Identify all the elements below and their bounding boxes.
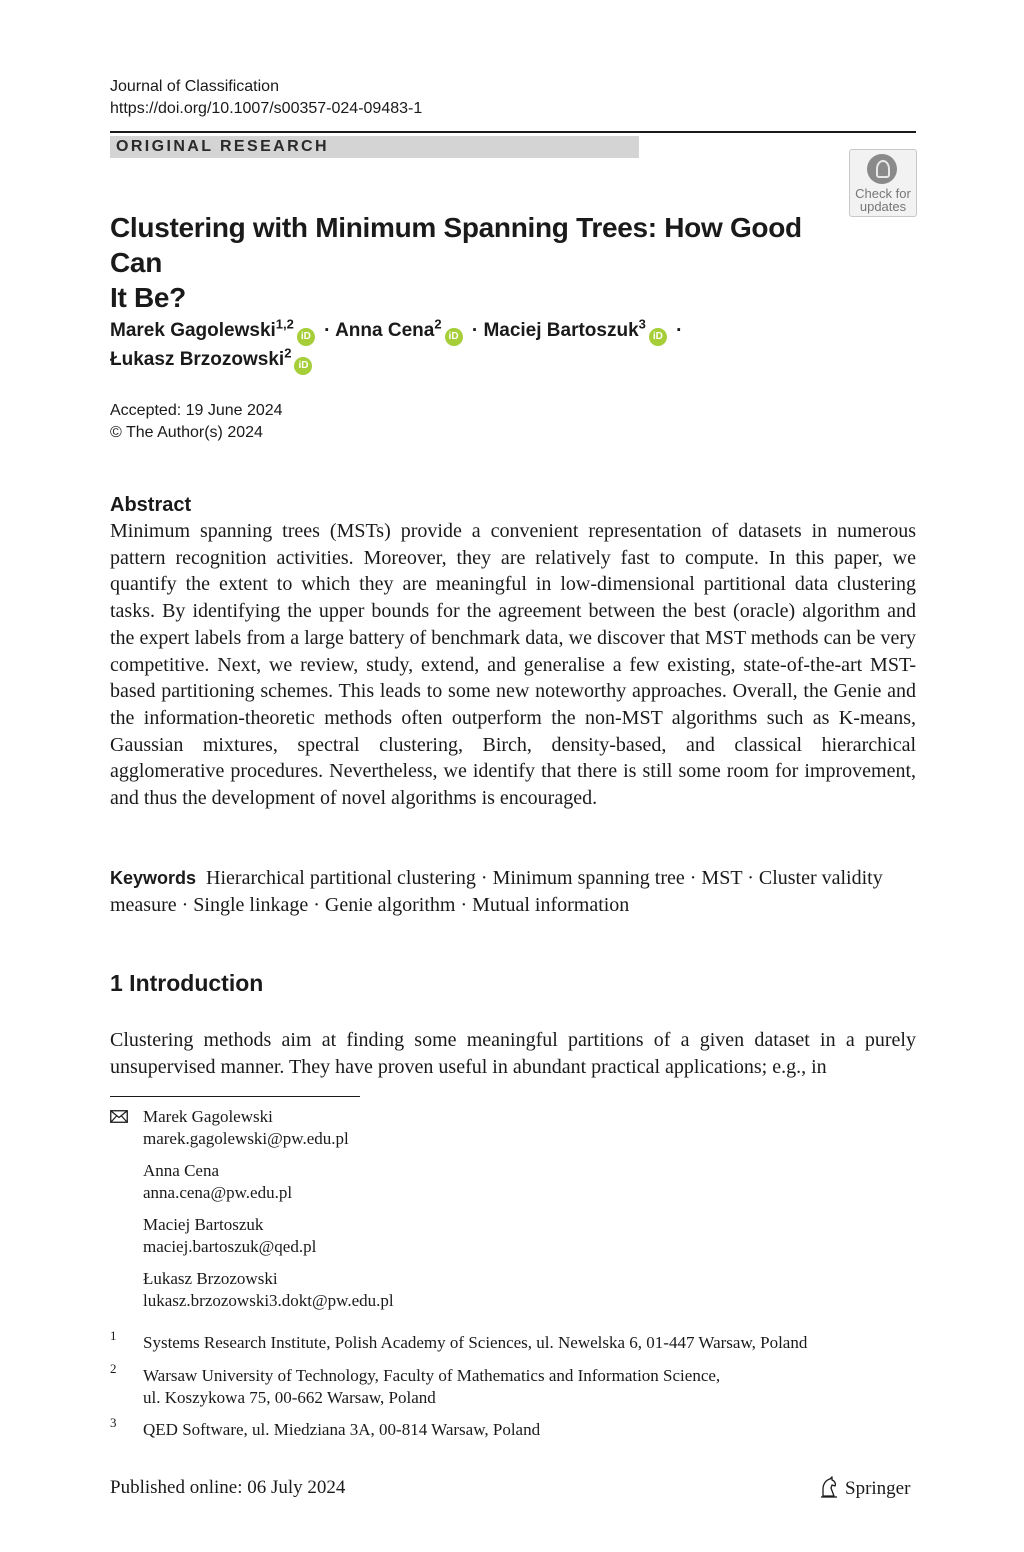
journal-name: Journal of Classification [110,78,279,95]
contact-entry [143,1106,349,1149]
keywords-list: Hierarchical partitional clustering · Minimum spanning tree · MST · Cluster validity measure · Single linkage · Genie algorithm · Mutual information [110,867,883,916]
contact-entry [143,1268,394,1311]
check-for-updates-text: Check for updates [855,186,911,214]
affiliation-number: 2 [110,1361,117,1376]
contact-email[interactable]: maciej.bartoszuk@qed.pl [143,1236,317,1256]
contact-name: Maciej Bartoszuk [143,1215,264,1234]
orcid-icon[interactable]: iD [294,357,312,375]
contact-entry [143,1214,316,1257]
publisher-logo[interactable] [819,1476,910,1501]
check-for-updates-icon[interactable] [849,149,917,217]
contact-email[interactable]: anna.cena@pw.edu.pl [143,1182,293,1202]
springer-horse-icon [819,1476,839,1498]
contact-name: Marek Gagolewski [143,1107,273,1126]
contact-name: Łukasz Brzozowski [143,1269,278,1288]
author-line-2 [110,346,810,375]
orcid-icon[interactable]: iD [445,328,463,346]
author-separator: · [466,320,484,341]
author-affiliation-sup: 1,2 [275,316,294,332]
affiliation: Warsaw University of Technology, Faculty of Mathematics and Information Science, ul. Koszykowa 75, 00-662 Warsaw, Poland [143,1366,721,1407]
paper-title: Clustering with Minimum Spanning Trees: How Good Can It Be? [110,212,802,313]
author-line-1 [110,317,810,346]
abstract-heading: Abstract [110,494,192,516]
article-dates [110,400,283,444]
keywords-label: Keywords [110,868,197,888]
contact-name: Anna Cena [143,1161,220,1180]
doi-link[interactable]: https://doi.org/10.1007/s00357-024-09483-1 [110,100,423,117]
bookmark-icon [867,154,897,184]
affiliation-number: 3 [110,1415,117,1430]
author-list [110,317,810,375]
affiliation: QED Software, ul. Miedziana 3A, 00-814 Warsaw, Poland [143,1420,541,1439]
journal-info [110,76,422,120]
copyright-notice: © The Author(s) 2024 [110,424,263,441]
introduction-text: Clustering methods aim at finding some meaningful partitions of a given dataset in a purely unsupervised manner. They have proven useful in abundant practical applications; e.g., in [110,1029,916,1078]
accepted-date: Accepted: 19 June 2024 [110,402,283,419]
keywords-block [110,865,916,919]
abstract-text: Minimum spanning trees (MSTs) provide a convenient representation of datasets in numerous pattern recognition activities. Moreover, they are relatively fast to compute. In this paper, we quantify the extent to which they are meaningful in low-dimensional partitional data clustering tasks. By identifying the upper bounds for the agreement between the best (oracle) algorithm and the expert labels from a large battery of benchmark data, we discover that MST methods can be very competitive. Next, we review, study, extend, and generalise a few existing, state-of-the-art MST-based partitioning schemes. This leads to some new noteworthy approaches. Overall, the Genie and the information-theoretic methods often outperform the non-MST algorithms such as K-means, Gaussian mixtures, spectral clustering, Birch, density-based, and classical hierarchical agglomerative procedures. Nevertheless, we identify that there is still some room for improvement, and thus the development of novel algorithms is encouraged. [110,520,916,810]
author-name: Anna Cena [335,320,435,341]
contact-email[interactable]: marek.gagolewski@pw.edu.pl [143,1128,349,1148]
mail-icon[interactable] [110,1110,128,1123]
introduction-heading: 1 Introduction [110,970,264,996]
author-separator: · [670,320,683,341]
contact-entry [143,1160,292,1203]
author-name: Marek Gagolewski [110,320,276,341]
article-type-label: ORIGINAL RESEARCH [116,138,329,155]
author-name: Łukasz Brzozowski [110,349,285,370]
affiliation: Systems Research Institute, Polish Academy of Sciences, ul. Newelska 6, 01-447 Warsaw, Poland [143,1333,808,1352]
published-online-date: Published online: 06 July 2024 [110,1477,346,1498]
article-type-banner [110,136,639,158]
header-rule [110,131,916,133]
affiliation-number: 1 [110,1328,117,1343]
author-separator: · [318,320,336,341]
orcid-icon[interactable]: iD [649,328,667,346]
author-affiliation-sup: 2 [434,316,442,332]
author-name: Maciej Bartoszuk [483,320,639,341]
author-affiliation-sup: 2 [284,345,292,361]
footnote-rule [110,1096,360,1097]
contact-email[interactable]: lukasz.brzozowski3.dokt@pw.edu.pl [143,1290,394,1310]
author-affiliation-sup: 3 [638,316,646,332]
publisher-name: Springer [845,1478,911,1499]
orcid-icon[interactable]: iD [297,328,315,346]
